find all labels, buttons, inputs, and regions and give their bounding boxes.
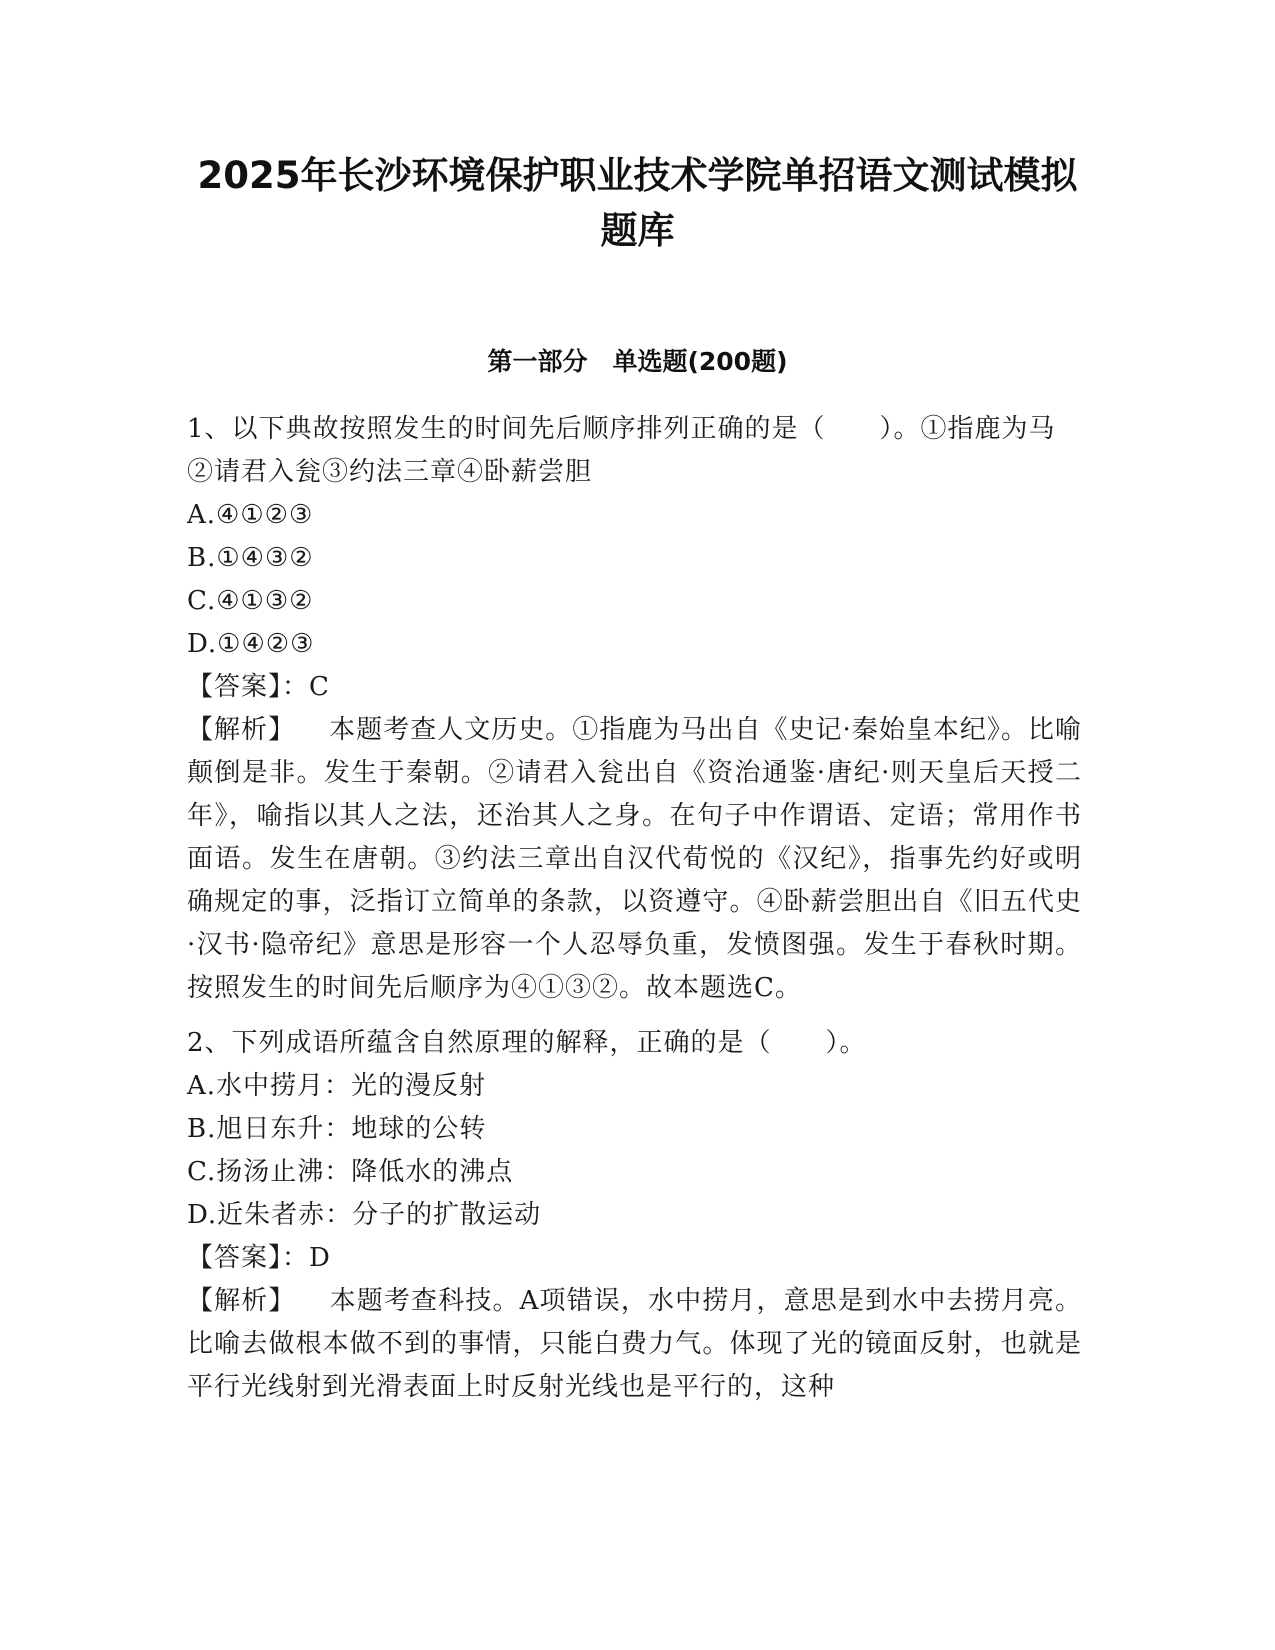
question-1 bbox=[187, 408, 1082, 1010]
explanation-label: 【解析】 bbox=[187, 1286, 296, 1316]
answer-value: D bbox=[309, 1243, 331, 1273]
option-b: B.旭日东升：地球的公转 bbox=[187, 1114, 487, 1144]
answer-line bbox=[187, 666, 1082, 709]
question-stem: 1、以下典故按照发生的时间先后顺序排列正确的是（ ）。①指鹿为马②请君入瓮③约法三章④卧薪尝胆 bbox=[187, 414, 1056, 487]
option-c: C.扬汤止沸：降低水的沸点 bbox=[187, 1157, 514, 1187]
question-stem: 2、下列成语所蕴含自然原理的解释，正确的是（ ）。 bbox=[187, 1028, 867, 1058]
document-title-line2: 题库 bbox=[600, 209, 675, 252]
question-2 bbox=[187, 1022, 1082, 1409]
explanation-text: 本题考查人文历史。①指鹿为马出自《史记·秦始皇本纪》。比喻颠倒是非。发生于秦朝。②请君入瓮出自《资治通鉴·唐纪·则天皇后天授二年》，喻指以其人之法，还治其人之身。在句子中作谓语、定语；常用作书面语。发生在唐朝。③约法三章出自汉代荀悦的《汉纪》，指事先约好或明确规定的事，泛指订立简单的条款，以资遵守。④卧薪尝胆出自《旧五代史·汉书·隐帝纪》意思是形容一个人忍辱负重，发愤图强。发生于春秋时期。按照发生的时间先后顺序为④①③②。故本题选C。 bbox=[187, 715, 1082, 1003]
answer-label: 【答案】： bbox=[187, 672, 310, 702]
option-b: B.①④③② bbox=[187, 543, 314, 573]
option-d: D.近朱者赤：分子的扩散运动 bbox=[187, 1200, 542, 1230]
option-d: D.①④②③ bbox=[187, 629, 315, 659]
answer-line bbox=[187, 1237, 1082, 1280]
explanation bbox=[187, 1280, 1082, 1409]
questions-body bbox=[187, 408, 1082, 1421]
answer-label: 【答案】： bbox=[187, 1243, 310, 1273]
option-c: C.④①③② bbox=[187, 586, 314, 616]
option-a: A.水中捞月：光的漫反射 bbox=[187, 1071, 487, 1101]
document-title bbox=[150, 148, 1125, 258]
explanation-text: 本题考查科技。A项错误，水中捞月，意思是到水中去捞月亮。比喻去做根本做不到的事情，只能白费力气。体现了光的镜面反射，也就是平行光线射到光滑表面上时反射光线也是平行的，这种 bbox=[187, 1286, 1082, 1402]
section-title: 第一部分 单选题(200题) bbox=[487, 347, 788, 376]
option-a: A.④①②③ bbox=[187, 500, 314, 530]
explanation-label: 【解析】 bbox=[187, 715, 296, 745]
answer-value: C bbox=[309, 672, 330, 702]
explanation bbox=[187, 709, 1082, 1010]
document-title-line1: 2025年长沙环境保护职业技术学院单招语文测试模拟 bbox=[197, 154, 1078, 197]
